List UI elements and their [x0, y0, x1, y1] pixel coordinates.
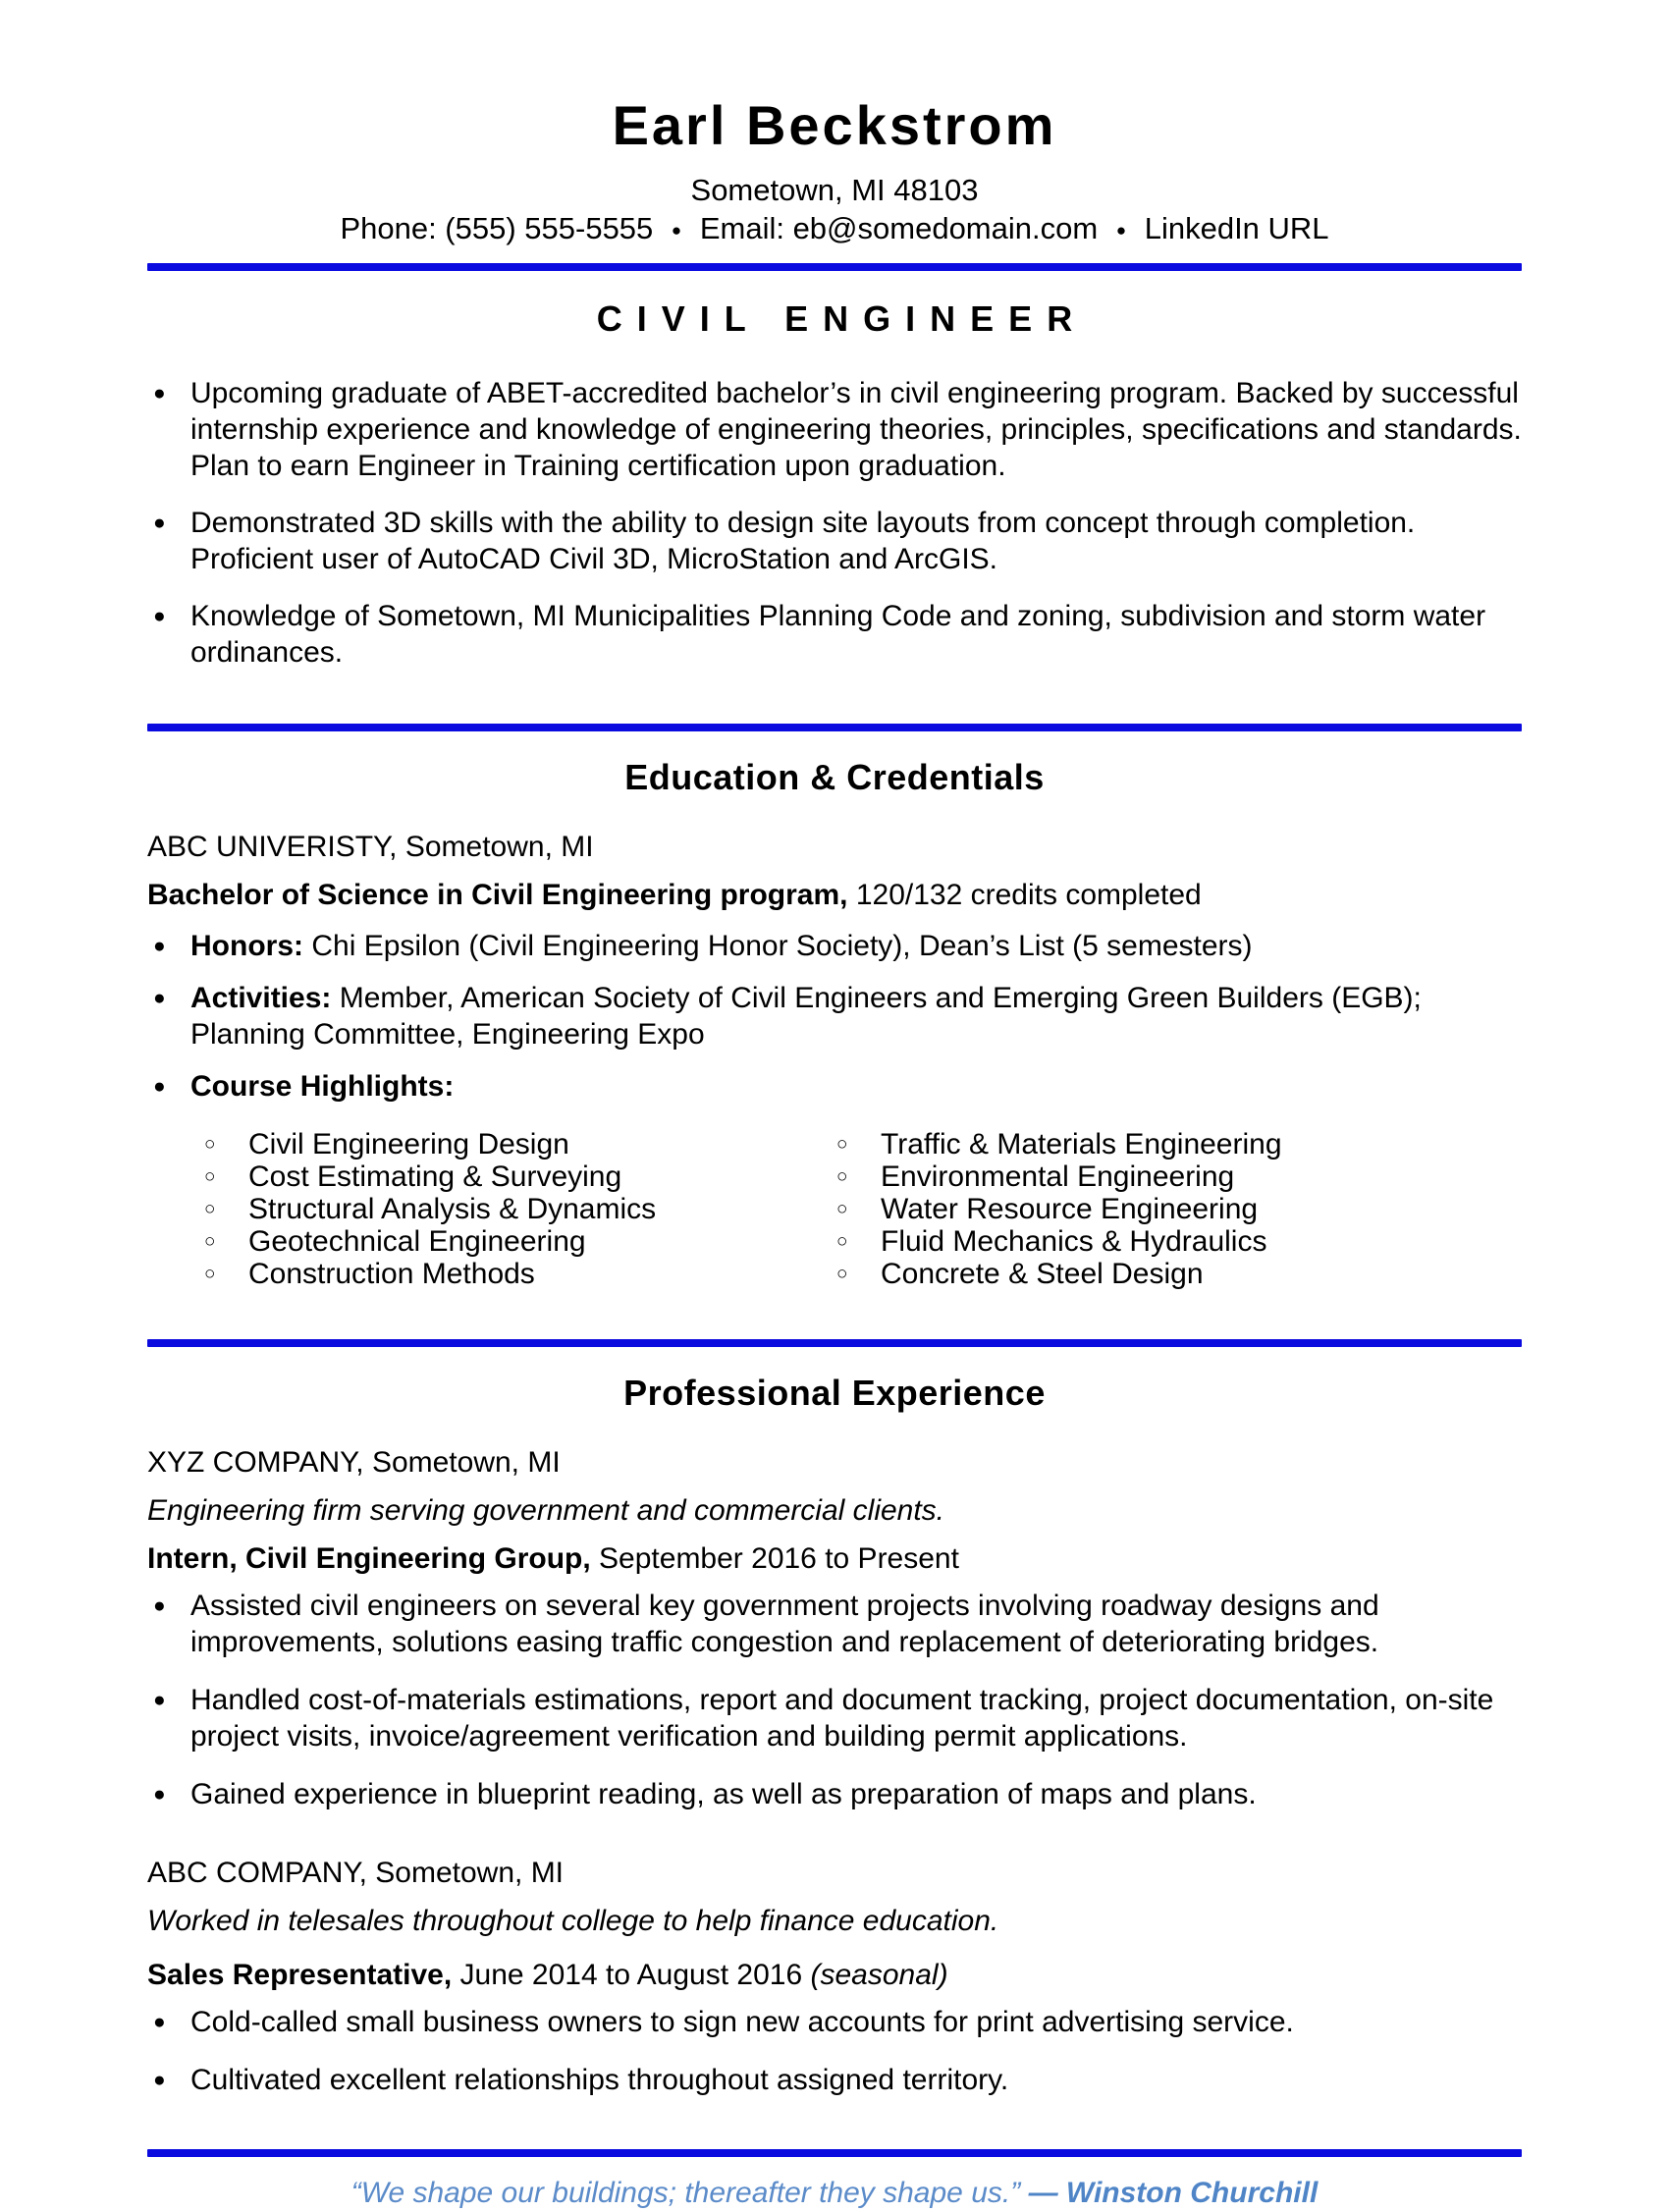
course-column-left — [202, 1128, 834, 1290]
course-item — [834, 1225, 1282, 1258]
course-item — [202, 1258, 834, 1290]
summary-bullet-text: Knowledge of Sometown, MI Municipalities Planning Code and zoning, subdivision and storm water ordinances. — [190, 600, 1486, 670]
honors-bullet — [147, 928, 1522, 964]
bullet-icon: ● — [153, 2069, 166, 2092]
course-item — [834, 1160, 1282, 1193]
experience-section — [147, 1373, 1522, 2098]
course-label: Construction Methods — [248, 1258, 535, 1291]
course-label: Traffic & Materials Engineering — [881, 1128, 1282, 1161]
honors-label: Honors: — [190, 930, 303, 963]
job-bullet-text: Assisted civil engineers on several key government projects involving roadway designs and improvements, solutions easing traffic congestion and replacement of deteriorating bridges. — [190, 1590, 1379, 1659]
company-description: Engineering firm serving government and commercial clients. — [147, 1494, 945, 1528]
divider-rule — [147, 1339, 1522, 1347]
separator-dot-icon: ● — [1115, 221, 1127, 241]
role-dates: June 2014 to August 2016 — [459, 1959, 803, 1992]
circle-bullet-icon: ○ — [836, 1231, 848, 1253]
header — [147, 94, 1522, 249]
circle-bullet-icon: ○ — [204, 1231, 216, 1253]
honors-detail: Chi Epsilon (Civil Engineering Honor Society), Dean’s List (5 semesters) — [311, 930, 1253, 963]
role-title: Intern, Civil Engineering Group, — [147, 1542, 591, 1576]
divider-rule — [147, 2149, 1522, 2157]
experience-heading: Professional Experience — [623, 1373, 1046, 1414]
role-dates: September 2016 to Present — [599, 1542, 959, 1576]
degree-rest: 120/132 credits completed — [855, 879, 1202, 912]
course-label: Cost Estimating & Surveying — [248, 1160, 622, 1194]
divider-rule — [147, 263, 1522, 271]
school-line: ABC UNIVERISTY, Sometown, MI — [147, 831, 594, 864]
job-bullet — [147, 1682, 1522, 1754]
bullet-icon: ● — [153, 935, 166, 958]
job-bullet-text: Cold-called small business owners to sign new accounts for print advertising service. — [190, 2006, 1294, 2039]
job-entry — [147, 1443, 1522, 1812]
course-highlights-bold: Course Highlights: — [190, 1070, 455, 1104]
course-item — [202, 1128, 834, 1160]
circle-bullet-icon: ○ — [204, 1134, 216, 1156]
role-seasonal-note: (seasonal) — [810, 1959, 948, 1992]
role-line — [147, 1539, 1522, 1578]
circle-bullet-icon: ○ — [204, 1166, 216, 1188]
course-label: Concrete & Steel Design — [881, 1258, 1204, 1291]
education-heading: Education & Credentials — [624, 757, 1045, 798]
bullet-icon: ● — [153, 1075, 166, 1099]
course-column-right — [834, 1128, 1282, 1290]
circle-bullet-icon: ○ — [836, 1199, 848, 1220]
circle-bullet-icon: ○ — [204, 1264, 216, 1285]
course-item — [834, 1258, 1282, 1290]
course-highlights-label — [190, 1068, 454, 1105]
bullet-icon: ● — [153, 1783, 166, 1807]
course-label: Environmental Engineering — [881, 1160, 1235, 1194]
summary-bullet — [147, 505, 1522, 577]
bullet-icon: ● — [153, 605, 166, 628]
job-bullet — [147, 2004, 1522, 2040]
activities-detail: Member, American Society of Civil Engineers and Emerging Green Builders (EGB); Planning Committee, Engineering Expo — [190, 982, 1422, 1052]
summary-bullet-text: Demonstrated 3D skills with the ability to design site layouts from concept through completion. Proficient user of AutoCAD Civil 3D, MicroStation and ArcGIS. — [190, 507, 1416, 576]
summary-bullet — [147, 375, 1522, 484]
degree-bold: Bachelor of Science in Civil Engineering program, — [147, 879, 848, 912]
job-bullet-text: Cultivated excellent relationships throughout assigned territory. — [190, 2064, 1009, 2097]
divider-rule — [147, 724, 1522, 731]
linkedin-text: LinkedIn URL — [1144, 211, 1329, 246]
summary-section — [147, 375, 1522, 671]
course-label: Water Resource Engineering — [881, 1193, 1259, 1226]
separator-dot-icon: ● — [671, 221, 682, 241]
job-bullet-text: Gained experience in blueprint reading, as well as preparation of maps and plans. — [190, 1778, 1257, 1811]
bullet-icon: ● — [153, 2011, 166, 2034]
activities-text — [190, 980, 1522, 1052]
circle-bullet-icon: ○ — [836, 1166, 848, 1188]
course-list — [202, 1128, 1522, 1290]
honors-text — [190, 928, 1253, 964]
course-item — [202, 1160, 834, 1193]
quote-attribution: — Winston Churchill — [1028, 2177, 1319, 2210]
bullet-icon: ● — [153, 987, 166, 1010]
bullet-icon: ● — [153, 512, 166, 535]
summary-bullet — [147, 598, 1522, 671]
course-item — [202, 1225, 834, 1258]
circle-bullet-icon: ○ — [204, 1199, 216, 1220]
job-entry — [147, 1854, 1522, 2098]
company-line: XYZ COMPANY, Sometown, MI — [147, 1446, 561, 1480]
bullet-icon: ● — [153, 382, 166, 405]
course-label: Fluid Mechanics & Hydraulics — [881, 1225, 1267, 1259]
phone-text: Phone: (555) 555-5555 — [340, 211, 654, 246]
job-bullet-text: Handled cost-of-materials estimations, report and document tracking, project documentation, on-site project visits, invoice/agreement verification and building permit applications. — [190, 1684, 1494, 1753]
activities-label: Activities: — [190, 982, 332, 1015]
company-description: Worked in telesales throughout college to help finance education. — [147, 1905, 999, 1938]
course-label: Structural Analysis & Dynamics — [248, 1193, 657, 1226]
candidate-name: Earl Beckstrom — [612, 94, 1057, 156]
course-item — [834, 1128, 1282, 1160]
course-item — [834, 1193, 1282, 1225]
email-text: Email: eb@somedomain.com — [699, 211, 1099, 246]
job-bullet — [147, 1588, 1522, 1660]
job-bullet — [147, 2062, 1522, 2098]
role-line — [147, 1956, 1522, 1994]
resume-title: CIVIL ENGINEER — [596, 298, 1088, 340]
course-item — [202, 1193, 834, 1225]
contact-line — [147, 209, 1522, 249]
circle-bullet-icon: ○ — [836, 1264, 848, 1285]
course-label: Geotechnical Engineering — [248, 1225, 586, 1259]
bullet-icon: ● — [153, 1689, 166, 1712]
education-section — [147, 757, 1522, 1290]
summary-bullet-text: Upcoming graduate of ABET-accredited bachelor’s in civil engineering program. Backed by successful internship experience and knowledge of engineering theories, principles, specifications and standards. Plan to earn Engineer in Training certification upon graduation. — [190, 377, 1522, 483]
quote-text: “We shape our buildings; thereafter they shape us.” — [350, 2177, 1021, 2210]
location-line: Sometown, MI 48103 — [690, 173, 979, 208]
course-label: Civil Engineering Design — [248, 1128, 569, 1161]
activities-bullet — [147, 980, 1522, 1052]
role-title: Sales Representative, — [147, 1959, 453, 1992]
bullet-icon: ● — [153, 1594, 166, 1618]
company-line: ABC COMPANY, Sometown, MI — [147, 1857, 565, 1890]
degree-line — [147, 876, 1522, 914]
job-bullet — [147, 1776, 1522, 1812]
footer-quote — [147, 2175, 1522, 2212]
circle-bullet-icon: ○ — [836, 1134, 848, 1156]
course-highlights-bullet — [147, 1068, 1522, 1105]
